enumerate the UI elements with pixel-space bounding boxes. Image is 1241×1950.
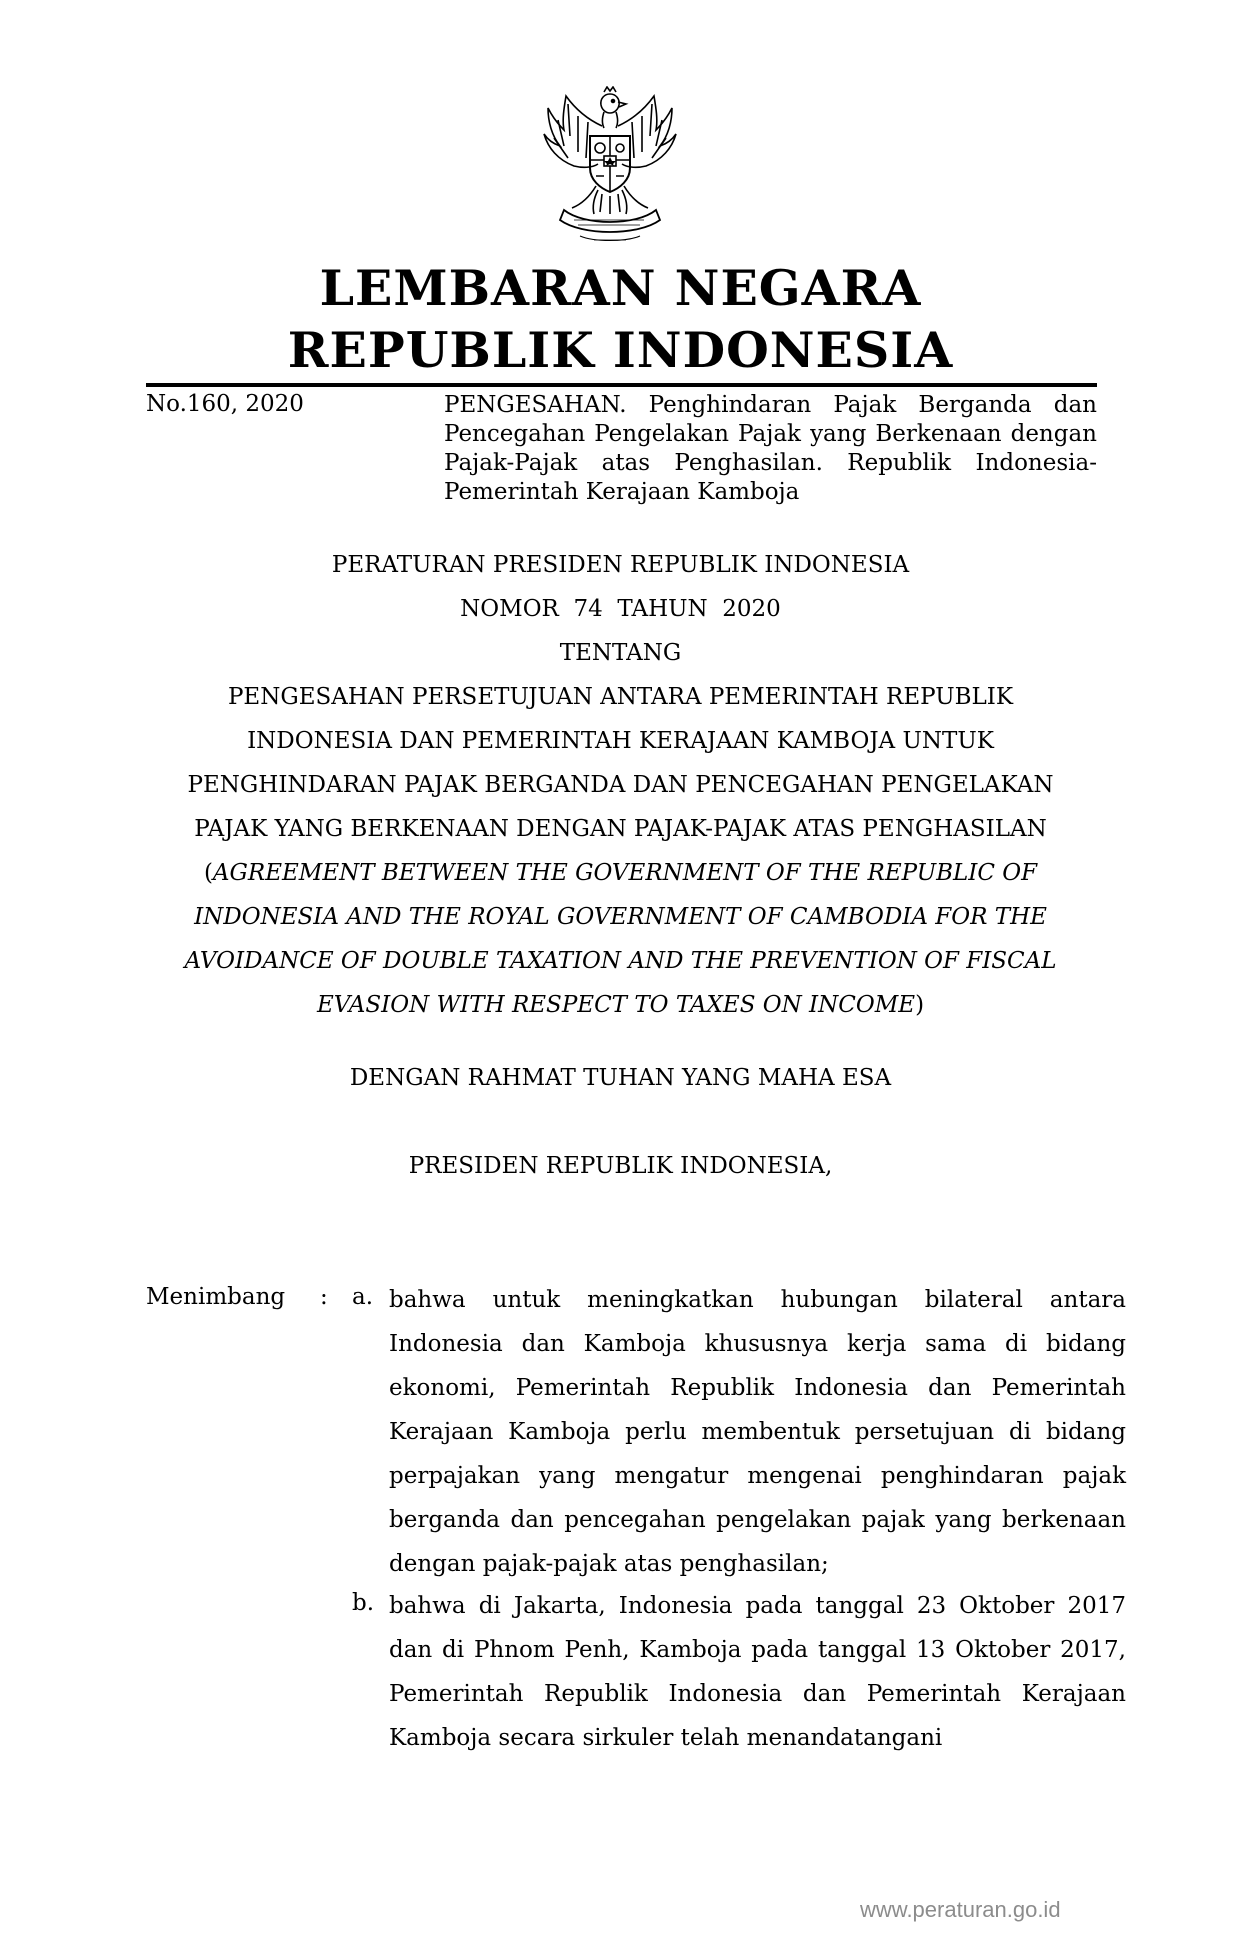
english-title-line: AVOIDANCE OF DOUBLE TAXATION AND THE PREVENTION OF FISCAL	[184, 948, 1057, 974]
considering-colon: :	[320, 1284, 328, 1310]
regulation-number: NOMOR 74 TAHUN 2020	[460, 596, 781, 622]
issuer: PRESIDEN REPUBLIK INDONESIA,	[408, 1153, 833, 1179]
considering-item-letter: a.	[352, 1284, 374, 1310]
english-title-line: INDONESIA AND THE ROYAL GOVERNMENT OF CAMBODIA FOR THE	[194, 904, 1047, 930]
regulation-about: TENTANG	[559, 640, 682, 666]
masthead-title-line1: LEMBARAN NEGARA	[319, 259, 922, 317]
english-title-line	[0, 860, 1241, 886]
garuda-pancasila-emblem-icon	[534, 86, 686, 248]
english-title-text: EVASION WITH RESPECT TO TAXES ON INCOME	[316, 992, 916, 1018]
regulation-title-line: INDONESIA DAN PEMERINTAH KERAJAAN KAMBOJA UNTUK	[247, 728, 994, 754]
open-parenthesis: (	[203, 860, 213, 886]
masthead-title-line2: REPUBLIK INDONESIA	[287, 321, 954, 379]
close-parenthesis: )	[915, 992, 925, 1018]
english-title-line	[0, 992, 1241, 1018]
gazette-description: PENGESAHAN. Penghindaran Pajak Berganda dan Pencegahan Pengelakan Pajak yang Berkenaan dengan Pajak-Pajak atas Penghasilan. Republik Indonesia-Pemerintah Kerajaan Kamboja	[444, 392, 1097, 505]
regulation-title-line: PAJAK YANG BERKENAAN DENGAN PAJAK-PAJAK ATAS PENGHASILAN	[194, 816, 1047, 842]
regulation-title-line: PENGHINDARAN PAJAK BERGANDA DAN PENCEGAHAN PENGELAKAN	[187, 772, 1054, 798]
regulation-type: PERATURAN PRESIDEN REPUBLIK INDONESIA	[331, 552, 910, 578]
gazette-number: No.160, 2020	[146, 391, 304, 417]
considering-label: Menimbang	[146, 1284, 286, 1310]
footer-website: www.peraturan.go.id	[860, 1897, 1061, 1922]
invocation: DENGAN RAHMAT TUHAN YANG MAHA ESA	[349, 1065, 892, 1091]
masthead-divider	[146, 383, 1097, 387]
english-title-text: AGREEMENT BETWEEN THE GOVERNMENT OF THE REPUBLIC OF	[212, 860, 1038, 886]
considering-item-text: bahwa di Jakarta, Indonesia pada tanggal 23 Oktober 2017 dan di Phnom Penh, Kamboja pada tanggal 13 Oktober 2017, Pemerintah Republik Indonesia dan Pemerintah Kerajaan Kamboja secara sirkuler telah menandatangani	[389, 1593, 1126, 1751]
regulation-title-line: PENGESAHAN PERSETUJUAN ANTARA PEMERINTAH REPUBLIK	[227, 684, 1014, 710]
considering-item-letter: b.	[352, 1590, 375, 1616]
considering-item-text: bahwa untuk meningkatkan hubungan bilateral antara Indonesia dan Kamboja khususnya kerja sama di bidang ekonomi, Pemerintah Republik Indonesia dan Pemerintah Kerajaan Kamboja perlu membentuk persetujuan di bidang perpajakan yang mengatur mengenai penghindaran pajak berganda dan pencegahan pengelakan pajak yang berkenaan dengan pajak-pajak atas penghasilan;	[389, 1287, 1126, 1577]
